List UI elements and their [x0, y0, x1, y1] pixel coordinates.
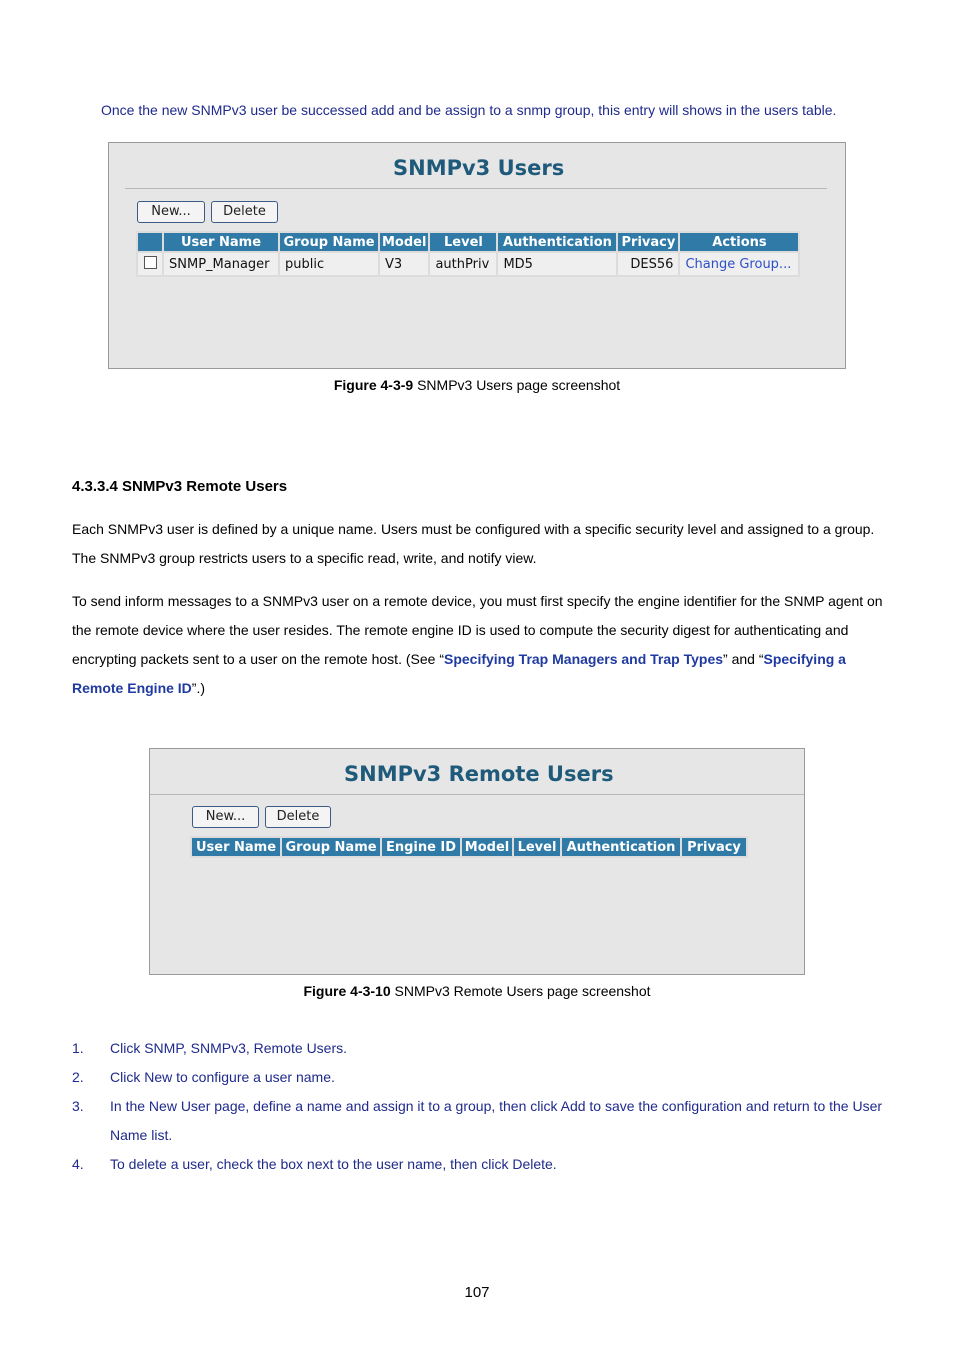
- figure2-caption-text: SNMPv3 Remote Users page screenshot: [390, 983, 651, 999]
- column-header: Actions: [680, 233, 798, 251]
- row-select-cell: [138, 253, 162, 275]
- new-button[interactable]: New...: [137, 201, 205, 223]
- paragraph-2-text-b: ” and “: [723, 651, 764, 667]
- step-text: In the New User page, define a name and assign it to a group, then click Add to save the configuration and return to the User Name list.: [110, 1098, 883, 1143]
- snmpv3-users-title: SNMPv3 Users: [393, 156, 565, 180]
- paragraph-2-text-c: ”.): [191, 680, 206, 696]
- snmpv3-users-screenshot: [108, 142, 846, 369]
- column-header: Group Name: [282, 838, 380, 856]
- change-group-link[interactable]: Change Group...: [680, 253, 798, 275]
- paragraph-2: [72, 587, 892, 703]
- intro-text: Once the new SNMPv3 user be successed add and be assign to a snmp group, this entry will shows in the users table.: [101, 102, 837, 118]
- title-divider: [125, 188, 827, 189]
- step-number: 4.: [72, 1156, 84, 1172]
- step-text: Click New to configure a user name.: [110, 1069, 335, 1085]
- column-header: User Name: [164, 233, 278, 251]
- delete-button[interactable]: Delete: [265, 806, 331, 828]
- paragraph-1: Each SNMPv3 user is defined by a unique name. Users must be configured with a specific security level and assigned to a group. The SNMPv3 group restricts users to a specific read, write, and notify view.: [72, 521, 875, 566]
- column-header: Model: [382, 234, 427, 250]
- figure1-caption-text: SNMPv3 Users page screenshot: [413, 377, 621, 393]
- page-number: 107: [464, 1284, 490, 1301]
- users-table-header: [138, 233, 798, 251]
- step-text: Click SNMP, SNMPv3, Remote Users.: [110, 1040, 348, 1056]
- privacy-cell: DES56: [618, 253, 678, 275]
- figure2-caption: [0, 983, 954, 999]
- column-header: Privacy: [682, 838, 746, 856]
- column-header: Level: [514, 838, 560, 856]
- column-header: Model: [462, 838, 512, 856]
- delete-button[interactable]: Delete: [211, 201, 278, 223]
- authentication-cell: MD5: [498, 253, 616, 275]
- step-number: 3.: [72, 1098, 84, 1114]
- column-header: User Name: [192, 838, 280, 856]
- figure2-caption-label: Figure 4-3-10: [303, 983, 391, 999]
- figure1-caption-label: Figure 4-3-9: [333, 377, 414, 393]
- remote-engine-id-link[interactable]: Specifying a Remote Engine ID: [72, 651, 846, 696]
- step-number: 1.: [72, 1040, 84, 1056]
- model-cell: V3: [380, 253, 428, 275]
- column-header: Group Name: [280, 233, 378, 251]
- users-table: [136, 231, 800, 277]
- step-number: 2.: [72, 1069, 84, 1085]
- snmpv3-remote-users-title: SNMPv3 Remote Users: [344, 762, 614, 786]
- column-header: Privacy: [618, 233, 678, 251]
- column-header: Level: [430, 233, 496, 251]
- new-button[interactable]: New...: [192, 806, 259, 828]
- paragraph-2-text-a: To send inform messages to a SNMPv3 user on a remote device, you must first specify the engine identifier for the SNMP agent on the remote device where the user resides. The remote engine ID is used to compute the security digest for authenticating and encrypting packets sent to a user on the remote host. (See “: [72, 593, 883, 667]
- row-checkbox[interactable]: [144, 256, 157, 269]
- trap-managers-link[interactable]: Specifying Trap Managers and Trap Types: [443, 651, 724, 667]
- section-heading: 4.3.3.4 SNMPv3 Remote Users: [72, 478, 288, 495]
- remote-users-table-header: [192, 838, 746, 856]
- column-header: Engine ID: [382, 838, 460, 856]
- remote-users-table: [190, 836, 748, 858]
- title-divider: [150, 794, 804, 795]
- column-header: Authentication: [498, 233, 616, 251]
- snmpv3-remote-users-screenshot: [149, 748, 805, 975]
- select-column-header: [138, 233, 162, 251]
- column-header: Authentication: [562, 838, 680, 856]
- group-name-cell: public: [280, 253, 378, 275]
- figure1-caption: [0, 377, 954, 393]
- step-text: To delete a user, check the box next to the user name, then click Delete.: [110, 1156, 557, 1172]
- level-cell: authPriv: [430, 253, 496, 275]
- user-name-cell: SNMP_Manager: [164, 253, 278, 275]
- table-row: [138, 253, 798, 275]
